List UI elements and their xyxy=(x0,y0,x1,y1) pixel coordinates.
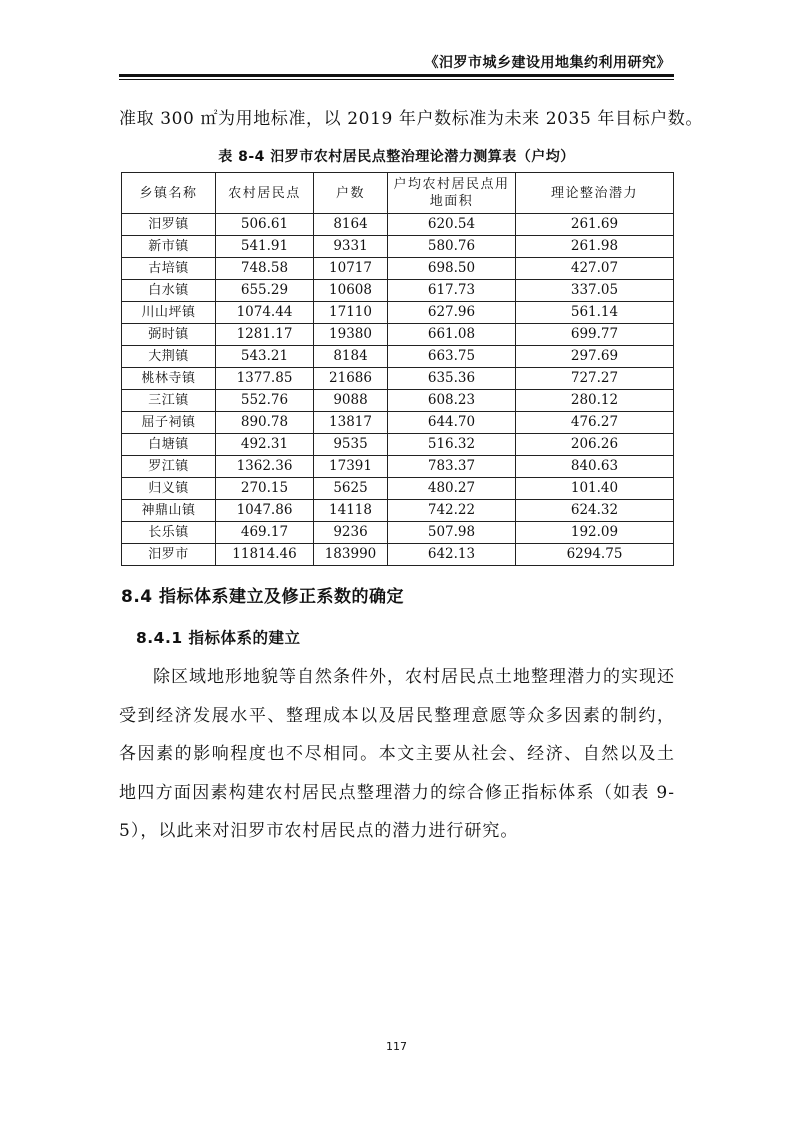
table-row xyxy=(122,324,674,346)
table-cell-value: 270.15 xyxy=(216,478,314,500)
table-cell-value: 627.96 xyxy=(388,302,516,324)
table-row xyxy=(122,412,674,434)
table-cell-value: 9088 xyxy=(314,390,388,412)
table-cell-town: 神鼎山镇 xyxy=(122,500,216,522)
table-cell-value: 783.37 xyxy=(388,456,516,478)
table-cell-value: 699.77 xyxy=(516,324,674,346)
table-row xyxy=(122,456,674,478)
table-row xyxy=(122,368,674,390)
table-cell-town: 归义镇 xyxy=(122,478,216,500)
table-cell-town: 长乐镇 xyxy=(122,522,216,544)
col-header-avg-area: 户均农村居民点用地面积 xyxy=(388,173,516,214)
table-cell-value: 10608 xyxy=(314,280,388,302)
col-header-rural-settlement: 农村居民点 xyxy=(216,173,314,214)
table-cell-value: 206.26 xyxy=(516,434,674,456)
table-row xyxy=(122,544,674,566)
table-cell-town: 屈子祠镇 xyxy=(122,412,216,434)
header-rule-thick xyxy=(119,74,674,77)
table-row xyxy=(122,390,674,412)
table-cell-value: 14118 xyxy=(314,500,388,522)
table-row xyxy=(122,280,674,302)
table-cell-town: 川山坪镇 xyxy=(122,302,216,324)
table-caption: 表 8-4 汨罗市农村居民点整治理论潜力测算表（户均） xyxy=(218,149,575,165)
table-row xyxy=(122,434,674,456)
table-cell-value: 11814.46 xyxy=(216,544,314,566)
table-cell-value: 5625 xyxy=(314,478,388,500)
table-cell-town: 弼时镇 xyxy=(122,324,216,346)
table-row xyxy=(122,346,674,368)
table-cell-value: 1281.17 xyxy=(216,324,314,346)
running-header-title: 《汨罗市城乡建设用地集约利用研究》 xyxy=(424,55,671,71)
table-cell-value: 17110 xyxy=(314,302,388,324)
table-cell-value: 9331 xyxy=(314,236,388,258)
table-cell-value: 624.32 xyxy=(516,500,674,522)
table-row xyxy=(122,302,674,324)
table-cell-value: 698.50 xyxy=(388,258,516,280)
table-cell-value: 8184 xyxy=(314,346,388,368)
table-cell-town: 罗江镇 xyxy=(122,456,216,478)
table-cell-value: 13817 xyxy=(314,412,388,434)
table-cell-value: 663.75 xyxy=(388,346,516,368)
table-cell-town: 大荆镇 xyxy=(122,346,216,368)
table-cell-value: 541.91 xyxy=(216,236,314,258)
col-header-town: 乡镇名称 xyxy=(122,173,216,214)
header-rule-thin xyxy=(119,79,674,80)
table-cell-value: 492.31 xyxy=(216,434,314,456)
table-cell-value: 183990 xyxy=(314,544,388,566)
table-cell-town: 三江镇 xyxy=(122,390,216,412)
table-cell-value: 17391 xyxy=(314,456,388,478)
table-cell-value: 469.17 xyxy=(216,522,314,544)
table-cell-value: 644.70 xyxy=(388,412,516,434)
table-cell-value: 10717 xyxy=(314,258,388,280)
table-cell-town: 古培镇 xyxy=(122,258,216,280)
table-cell-value: 642.13 xyxy=(388,544,516,566)
table-cell-value: 261.98 xyxy=(516,236,674,258)
table-cell-value: 727.27 xyxy=(516,368,674,390)
table-cell-value: 655.29 xyxy=(216,280,314,302)
table-cell-value: 748.58 xyxy=(216,258,314,280)
table-cell-value: 1362.36 xyxy=(216,456,314,478)
table-cell-value: 337.05 xyxy=(516,280,674,302)
table-cell-value: 890.78 xyxy=(216,412,314,434)
table-cell-value: 280.12 xyxy=(516,390,674,412)
table-cell-value: 516.32 xyxy=(388,434,516,456)
col-header-households: 户数 xyxy=(314,173,388,214)
table-row xyxy=(122,500,674,522)
table-body xyxy=(122,214,674,566)
table-header-row xyxy=(122,173,674,214)
table-cell-value: 9535 xyxy=(314,434,388,456)
intro-text-line: 准取 300 ㎡为用地标准，以 2019 年户数标准为未来 2035 年目标户数。 xyxy=(119,109,703,129)
table-row xyxy=(122,522,674,544)
table-cell-value: 1377.85 xyxy=(216,368,314,390)
table-cell-value: 19380 xyxy=(314,324,388,346)
potential-table xyxy=(121,172,674,566)
table-cell-town: 新市镇 xyxy=(122,236,216,258)
table-row xyxy=(122,258,674,280)
table-cell-value: 8164 xyxy=(314,214,388,236)
table-cell-town: 汨罗市 xyxy=(122,544,216,566)
table-cell-value: 507.98 xyxy=(388,522,516,544)
table-row xyxy=(122,236,674,258)
table-cell-value: 617.73 xyxy=(388,280,516,302)
table-row xyxy=(122,478,674,500)
table-cell-value: 9236 xyxy=(314,522,388,544)
subsection-heading: 8.4.1 指标体系的建立 xyxy=(136,629,301,647)
col-header-potential: 理论整治潜力 xyxy=(516,173,674,214)
table-cell-value: 608.23 xyxy=(388,390,516,412)
table-cell-value: 635.36 xyxy=(388,368,516,390)
table-cell-value: 661.08 xyxy=(388,324,516,346)
table-cell-value: 1047.86 xyxy=(216,500,314,522)
table-cell-value: 297.69 xyxy=(516,346,674,368)
table-cell-value: 742.22 xyxy=(388,500,516,522)
table-cell-value: 480.27 xyxy=(388,478,516,500)
table-cell-value: 506.61 xyxy=(216,214,314,236)
body-paragraph: 除区域地形地貌等自然条件外，农村居民点土地整理潜力的实现还受到经济发展水平、整理成本以及居民整理意愿等众多因素的制约，各因素的影响程度也不尽相同。本文主要从社会、经济、自然以及土地四方面因素构建农村居民点整理潜力的综合修正指标体系（如表 9-5），以此来对汨罗市农村居民点的潜力进行研究。 xyxy=(119,667,675,841)
table-cell-value: 620.54 xyxy=(388,214,516,236)
table-row xyxy=(122,214,674,236)
table-cell-value: 561.14 xyxy=(516,302,674,324)
table-cell-value: 476.27 xyxy=(516,412,674,434)
section-heading: 8.4 指标体系建立及修正系数的确定 xyxy=(121,587,405,607)
table-cell-value: 21686 xyxy=(314,368,388,390)
table-cell-town: 白塘镇 xyxy=(122,434,216,456)
table-cell-value: 543.21 xyxy=(216,346,314,368)
table-cell-town: 桃林寺镇 xyxy=(122,368,216,390)
table-cell-value: 1074.44 xyxy=(216,302,314,324)
table-cell-value: 552.76 xyxy=(216,390,314,412)
table-cell-value: 101.40 xyxy=(516,478,674,500)
table-cell-value: 192.09 xyxy=(516,522,674,544)
table-cell-value: 261.69 xyxy=(516,214,674,236)
table-cell-value: 840.63 xyxy=(516,456,674,478)
table-cell-town: 汨罗镇 xyxy=(122,214,216,236)
table-cell-value: 6294.75 xyxy=(516,544,674,566)
table-cell-value: 427.07 xyxy=(516,258,674,280)
page-number: 117 xyxy=(386,1040,407,1053)
table-cell-value: 580.76 xyxy=(388,236,516,258)
table-cell-town: 白水镇 xyxy=(122,280,216,302)
